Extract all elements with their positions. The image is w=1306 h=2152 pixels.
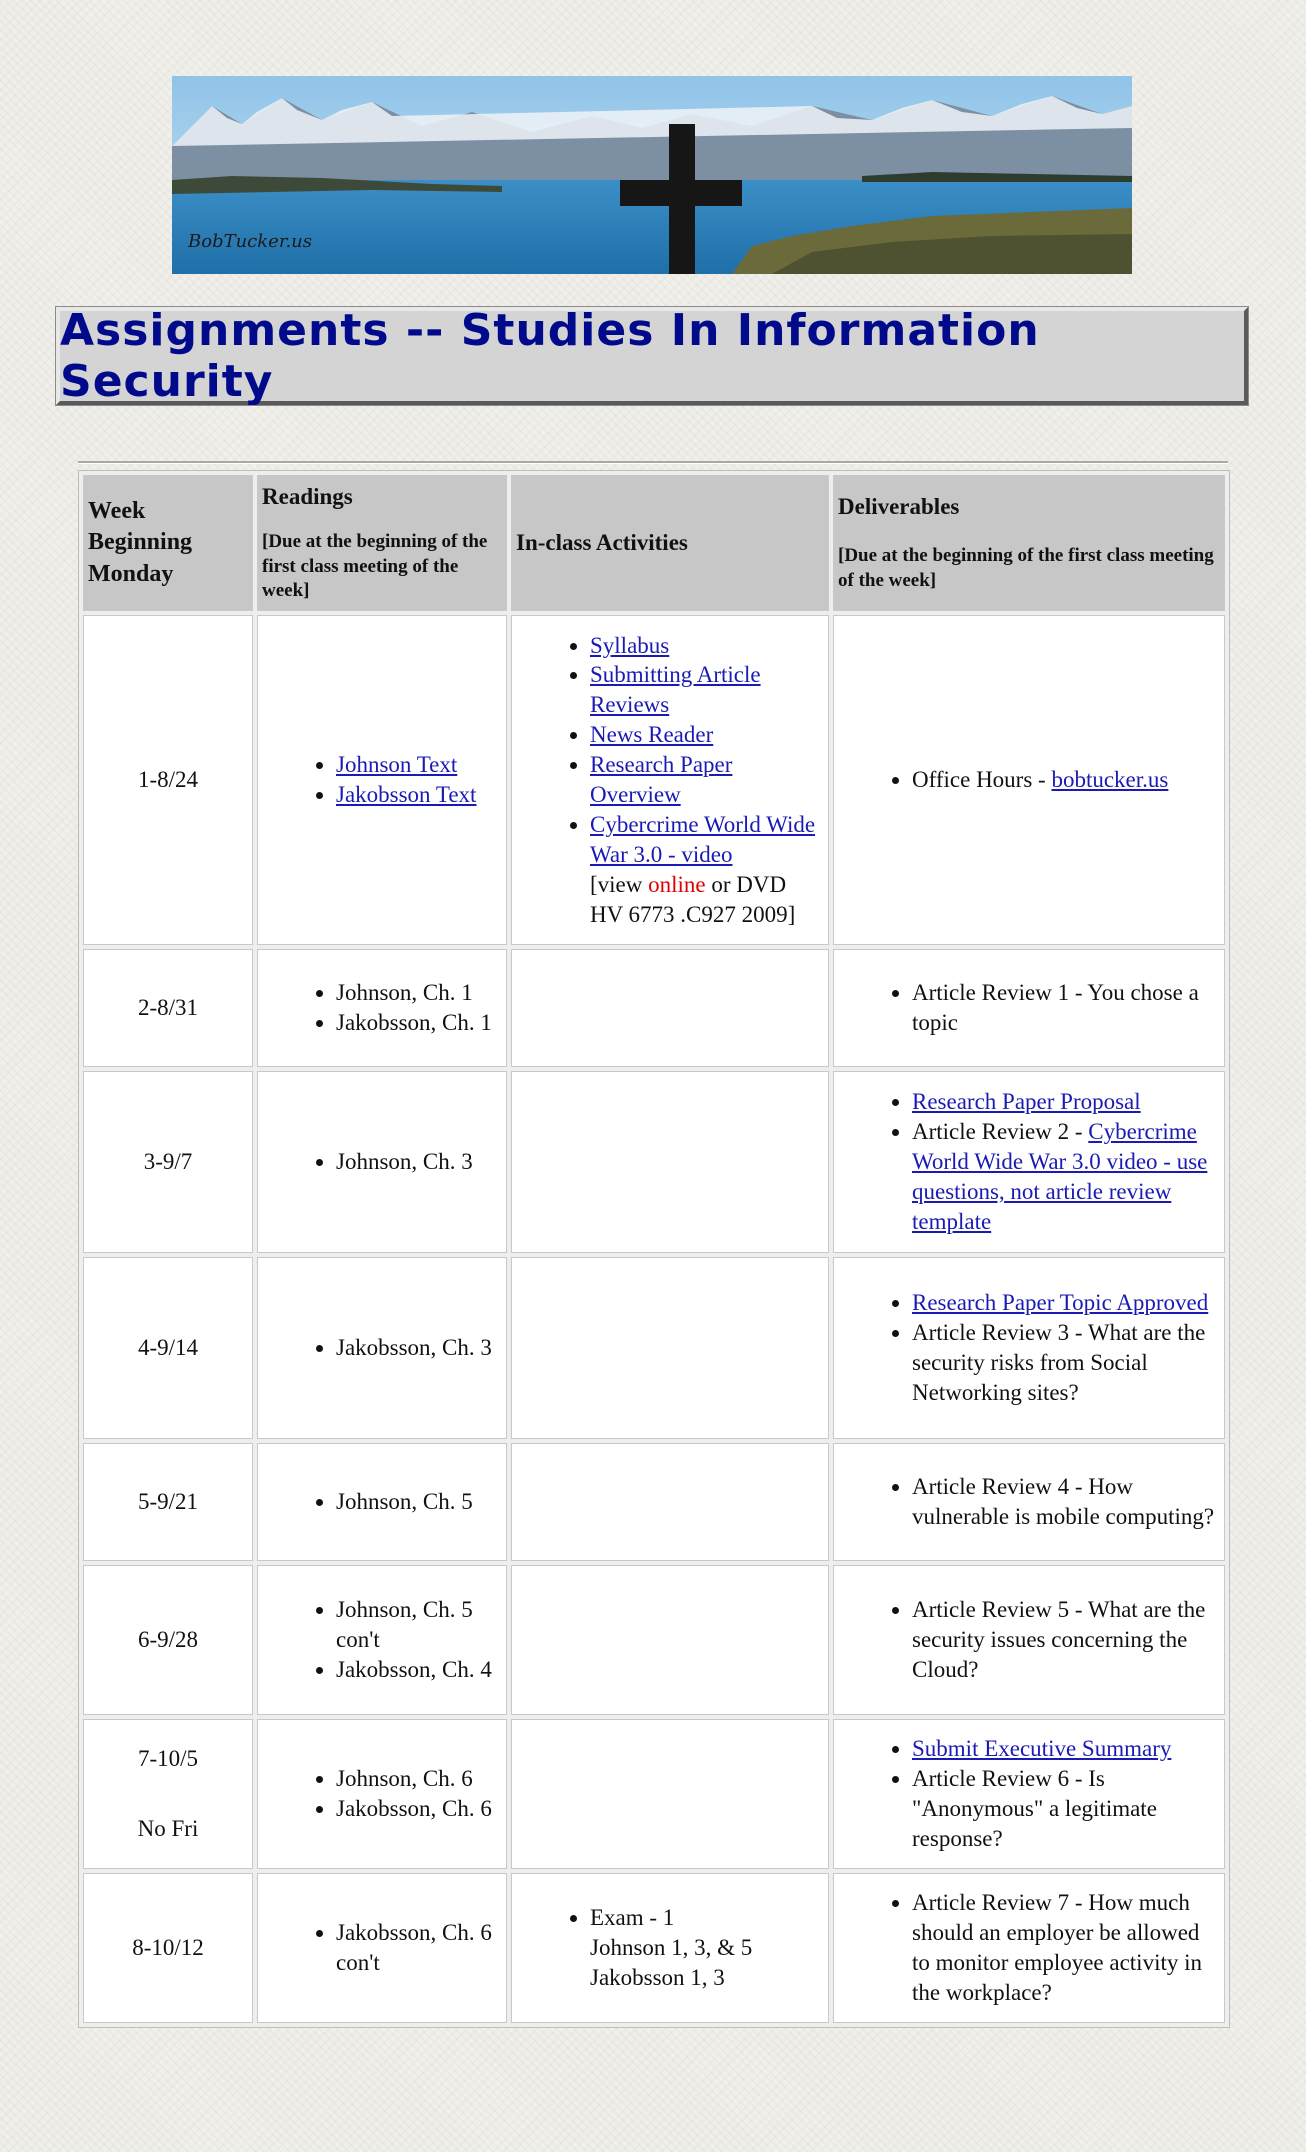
list-item: • Jakobsson, Ch. 3 xyxy=(336,1333,502,1363)
activities-cell xyxy=(511,1873,829,2023)
table-row xyxy=(83,1719,1225,1869)
readings-cell xyxy=(257,949,507,1067)
office-hours-link[interactable]: bobtucker.us xyxy=(1051,767,1169,793)
readings-cell xyxy=(257,1719,507,1869)
list-item: • Johnson, Ch. 1 xyxy=(336,978,502,1008)
banner-caption: BobTucker.us xyxy=(188,231,313,252)
list-item xyxy=(590,720,824,750)
readings-cell xyxy=(257,615,507,945)
list-item: • Article Review 5 - What are the security issues concerning the Cloud? xyxy=(912,1595,1220,1685)
week-column-header: Week Beginning Monday xyxy=(83,475,253,611)
list-item: • Johnson, Ch. 5 con't xyxy=(336,1595,502,1655)
readings-cell xyxy=(257,1873,507,2023)
week-cell: 8-10/12 xyxy=(83,1873,253,2023)
week-cell: 6-9/28 xyxy=(83,1565,253,1715)
deliverable-link[interactable]: Research Paper Proposal xyxy=(912,1089,1141,1115)
deliverables-due-note: [Due at the beginning of the first class meeting of the week] xyxy=(838,545,1214,591)
readings-due-note: [Due at the beginning of the first class meeting of the week] xyxy=(262,530,488,602)
deliverables-cell xyxy=(833,949,1225,1067)
deliverables-cell xyxy=(833,1873,1225,2023)
deliverable-link[interactable]: Submit Executive Summary xyxy=(912,1736,1172,1762)
landscape-picture xyxy=(172,76,1132,274)
deliverable-link[interactable]: Research Paper Topic Approved xyxy=(912,1290,1209,1316)
activities-cell xyxy=(511,949,829,1067)
list-item: • Exam - 1 Johnson 1, 3, & 5 Jakobsson 1, 3 xyxy=(590,1903,824,1993)
activities-cell xyxy=(511,1257,829,1439)
assignments-table xyxy=(78,470,1230,2028)
list-item: • Article Review 3 - What are the security risks from Social Networking sites? xyxy=(912,1318,1220,1408)
deliverables-column-header: Deliverables [Due at the beginning of the first class meeting of the week] xyxy=(833,475,1225,611)
readings-cell xyxy=(257,1257,507,1439)
activities-cell xyxy=(511,615,829,945)
week-cell xyxy=(83,1719,253,1869)
header-banner-image xyxy=(172,76,1132,274)
view-note: [view xyxy=(590,871,649,897)
list-item xyxy=(590,810,824,930)
week-note: No Fri xyxy=(137,1816,199,1841)
activity-link[interactable]: Research Paper Overview xyxy=(590,752,733,807)
week-cell: 3-9/7 xyxy=(83,1071,253,1253)
deliverables-cell xyxy=(833,1071,1225,1253)
list-item xyxy=(590,660,824,720)
horizontal-rule xyxy=(78,461,1228,464)
list-item: • Jakobsson, Ch. 6 xyxy=(336,1794,502,1824)
readings-column-header: Readings [Due at the beginning of the first class meeting of the week] xyxy=(257,475,507,611)
list-item: • Article Review 7 - How much should an employer be allowed to monitor employee activity in the workplace? xyxy=(912,1888,1220,2008)
list-item xyxy=(912,1734,1220,1764)
list-item xyxy=(912,1288,1220,1318)
list-item: • Article Review 6 - Is "Anonymous" a legitimate response? xyxy=(912,1764,1220,1854)
list-item: • Jakobsson, Ch. 6 con't xyxy=(336,1918,502,1978)
activities-column-header: In-class Activities xyxy=(511,475,829,611)
list-item: • Article Review 2 - Cybercrime World Wide War 3.0 video - use questions, not article review template xyxy=(912,1117,1220,1237)
week-cell: 1-8/24 xyxy=(83,615,253,945)
online-link[interactable]: online xyxy=(648,871,706,897)
reading-link[interactable]: Johnson Text xyxy=(336,752,458,778)
deliverables-cell xyxy=(833,1443,1225,1561)
table-row xyxy=(83,615,1225,945)
table-row xyxy=(83,1443,1225,1561)
list-item: • Johnson, Ch. 5 xyxy=(336,1487,502,1517)
activities-cell xyxy=(511,1719,829,1869)
list-item xyxy=(336,750,502,780)
readings-cell xyxy=(257,1071,507,1253)
list-item: • Jakobsson, Ch. 4 xyxy=(336,1655,502,1685)
list-item: • Johnson, Ch. 6 xyxy=(336,1764,502,1794)
list-item: • Office Hours - bobtucker.us xyxy=(912,765,1220,795)
table-header-row xyxy=(83,475,1225,611)
week-label: 7-10/5 xyxy=(137,1746,199,1772)
view-note-rest: or DVD HV 6773 .C927 2009] xyxy=(590,871,796,927)
deliverables-cell xyxy=(833,1565,1225,1715)
readings-cell xyxy=(257,1565,507,1715)
activity-link[interactable]: News Reader xyxy=(590,722,714,748)
list-item xyxy=(336,780,502,810)
week-cell: 4-9/14 xyxy=(83,1257,253,1439)
list-item: • Article Review 4 - How vulnerable is mobile computing? xyxy=(912,1472,1220,1532)
list-item xyxy=(590,750,824,810)
table-row xyxy=(83,1071,1225,1253)
activity-link[interactable]: Cybercrime World Wide War 3.0 - video xyxy=(590,811,816,867)
list-item xyxy=(590,631,824,661)
table-row xyxy=(83,1873,1225,2023)
deliverables-cell xyxy=(833,1719,1225,1869)
week-cell: 5-9/21 xyxy=(83,1443,253,1561)
readings-cell xyxy=(257,1443,507,1561)
activities-cell xyxy=(511,1565,829,1715)
table-row xyxy=(83,1257,1225,1439)
list-item xyxy=(912,1087,1220,1117)
table-row xyxy=(83,1565,1225,1715)
activities-cell xyxy=(511,1443,829,1561)
activity-link[interactable]: Submitting Article Reviews xyxy=(590,662,761,718)
activities-cell xyxy=(511,1071,829,1253)
list-item: • Article Review 1 - You chose a topic xyxy=(912,978,1220,1038)
deliverable-link[interactable]: Cybercrime World Wide War 3.0 video - use questions, not article review template xyxy=(912,1119,1208,1234)
table-row xyxy=(83,949,1225,1067)
activity-link[interactable]: Syllabus xyxy=(590,632,670,658)
week-cell: 2-8/31 xyxy=(83,949,253,1067)
deliverables-cell xyxy=(833,615,1225,945)
list-item: • Johnson, Ch. 3 xyxy=(336,1147,502,1177)
list-item: • Jakobsson, Ch. 1 xyxy=(336,1008,502,1038)
title-box xyxy=(56,307,1248,405)
page-title: Assignments -- Studies In Information Security xyxy=(60,305,1040,407)
deliverables-cell xyxy=(833,1257,1225,1439)
reading-link[interactable]: Jakobsson Text xyxy=(336,782,477,807)
